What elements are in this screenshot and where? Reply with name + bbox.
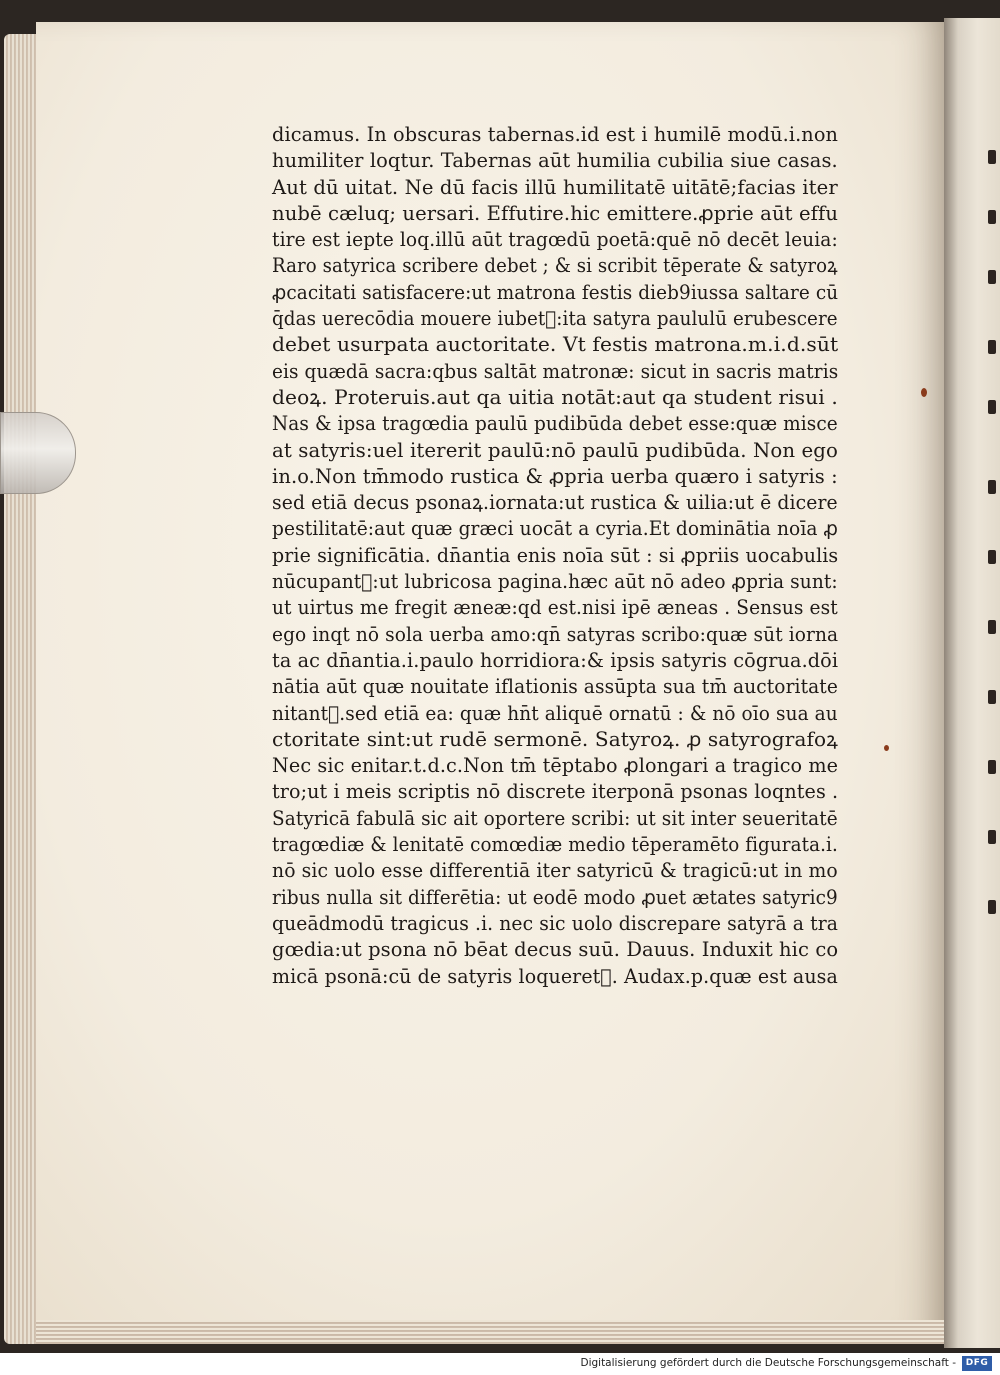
text-line: nō sic uolo esse differentiā iter satyricū & tragicū:ut in mo bbox=[272, 859, 838, 883]
text-line: q̄das uerecōdia mouere iubetᷣ:ita satyra paululū erubescere bbox=[272, 307, 838, 331]
text-line: ctoritate sint:ut rudē sermonē. Satyroꝝ. ꝓ satyrografoꝝ bbox=[272, 727, 838, 751]
funding-credit: Digitalisierung gefördert durch die Deutsche Forschungsgemeinschaft - bbox=[580, 1357, 956, 1369]
page-edge-bottom bbox=[36, 1320, 944, 1344]
text-line: pestilitatē:aut quæ græci uocāt a cyria.Et dominātia noīa ꝓ bbox=[272, 517, 839, 541]
text-line: Nas & ipsa tragœdia paulū pudibūda debet esse:quæ misce bbox=[272, 412, 838, 436]
text-line: Aut dū uitat. Ne dū facis illū humilitatē uitātē;facias iter bbox=[272, 175, 838, 199]
text-line: ꝓcacitati satisfacere:ut matrona festis dieb9iussa saltare cū bbox=[272, 280, 839, 304]
text-line: in.o.Non tm̄modo rustica & ꝓpria uerba quæro i satyris : bbox=[272, 464, 838, 488]
footer-bar bbox=[0, 1353, 1000, 1375]
text-line: micā psonā:cū de satyris loqueretᷣ. Audax.p.quæ est ausa bbox=[272, 964, 838, 988]
text-line: queādmodū tragicus .i. nec sic uolo discrepare satyrā a tra bbox=[272, 911, 839, 935]
text-line: ego inqt nō sola uerba amo:qn̄ satyras scribo:quæ sūt iorna bbox=[272, 622, 839, 646]
text-line: gœdia:ut psona nō bēat decus suū. Dauus. Induxit hic co bbox=[272, 938, 839, 962]
text-line: nitantᷣ.sed etiā ea: quæ hn̄t aliquē ornatū : & nō oīo sua au bbox=[272, 701, 838, 725]
text-line: tro;ut i meis scriptis nō discrete iterponā psonas loqntes . bbox=[272, 780, 839, 804]
text-line: ribus nulla sit differētia: ut eodē modo ꝓuet ætates satyric9 bbox=[272, 885, 838, 909]
text-line: tire est iepte loq.illū aūt tragœdū poetā:quē nō decēt leuia: bbox=[272, 228, 838, 252]
text-line: debet usurpata auctoritate. Vt festis matrona.m.i.d.sūt bbox=[272, 333, 839, 357]
text-line: sed etiā decus psonaꝝ.iornata:ut rustica & uilia:ut ē dicere bbox=[272, 491, 838, 515]
text-line: ut uirtus me fregit æneæ:qd est.nisi ipē æneas . Sensus est bbox=[272, 596, 838, 620]
ink-speck bbox=[921, 388, 927, 397]
text-line: nubē cæluq; uersari. Effutire.hic emittere.ꝓprie aūt effu bbox=[272, 201, 839, 225]
dfg-logo: DFG bbox=[962, 1356, 992, 1371]
text-line: Satyricā fabulā sic ait oportere scribi: ut sit inter seueritatē bbox=[272, 806, 838, 830]
text-line: Nec sic enitar.t.d.c.Non tm̄ tēptabo ꝓlongari a tragico me bbox=[272, 754, 839, 778]
page-clip-marker bbox=[0, 412, 76, 494]
text-line: Raro satyrica scribere debet ; & si scribit tēperate & satyroꝝ bbox=[272, 254, 838, 278]
text-line: nūcupantᷣ:ut lubricosa pagina.hæc aūt nō adeo ꝓpria sunt: bbox=[272, 570, 838, 594]
text-line: humiliter loqtur. Tabernas aūt humilia cubilia siue casas. bbox=[272, 149, 838, 173]
text-line: nātia aūt quæ nouitate iflationis assūpta sua tm̄ auctoritate bbox=[272, 675, 838, 699]
facing-page-text-fragments bbox=[988, 150, 1000, 950]
text-line: ta ac dn̄antia.i.paulo horridiora:& ipsis satyris cōgrua.dōi bbox=[272, 648, 839, 672]
page-text bbox=[272, 122, 852, 990]
text-line: dicamus. In obscuras tabernas.id est i humilē modū.i.non bbox=[272, 123, 839, 146]
text-line: deoꝝ. Proteruis.aut qa uitia notāt:aut qa student risui . bbox=[272, 385, 838, 409]
text-line: tragœdiæ & lenitatē comœdiæ medio tēperamēto figurata.i. bbox=[272, 833, 838, 857]
ink-speck bbox=[884, 745, 889, 751]
text-line: eis quædā sacra:qbus saltāt matronæ: sicut in sacris matris bbox=[272, 359, 839, 383]
text-line: at satyris:uel itererit paulū:nō paulū pudibūda. Non ego bbox=[272, 438, 839, 462]
text-line: prie significātia. dn̄antia enis noīa sūt : si ꝓpriis uocabulis bbox=[272, 543, 839, 567]
